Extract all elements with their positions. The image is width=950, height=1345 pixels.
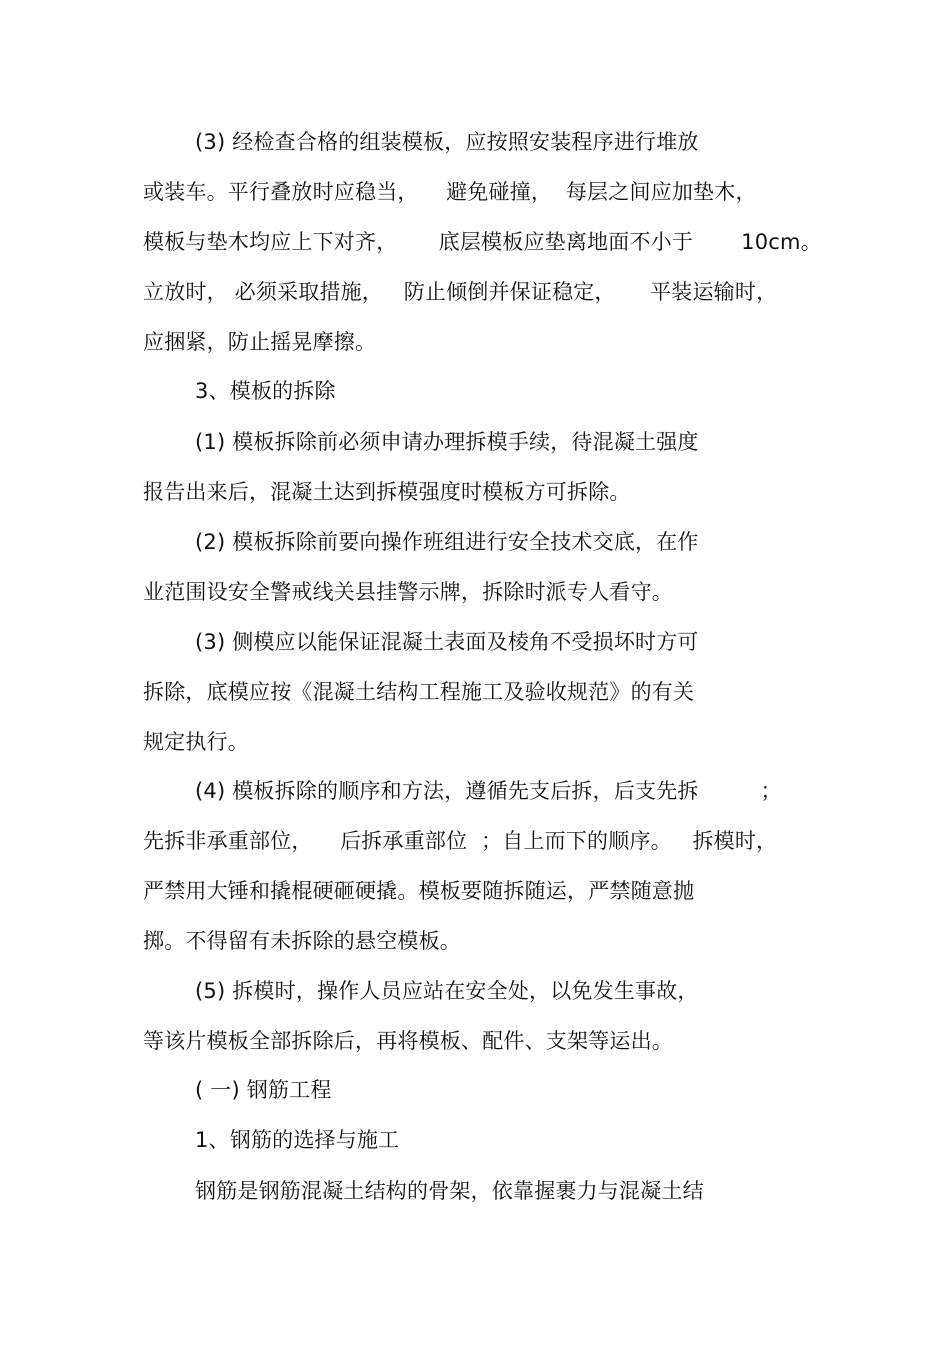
text-line-19: 等该片模板全部拆除后，再将模板、配件、支架等运出。: [143, 1029, 673, 1053]
text-line-10: 业范围设安全警戒线关县挂警示牌，拆除时派专人看守。: [143, 580, 673, 604]
text-line-4: 立放时， 必须采取措施， 防止倾倒并保证稳定， 平装运输时，: [143, 280, 778, 304]
text-line-12: 拆除，底模应按《混凝土结构工程施工及验收规范》的有关: [143, 680, 695, 704]
text-line-11: (3) 侧模应以能保证混凝土表面及棱角不受损坏时方可: [195, 630, 699, 654]
section-heading-2: ( 一) 钢筋工程: [195, 1078, 332, 1102]
text-line-14: (4) 模板拆除的顺序和方法，遵循先支后拆，后支先拆 ；: [195, 779, 782, 803]
section-heading-1: 3、模板的拆除: [195, 379, 336, 403]
text-line-9: (2) 模板拆除前要向操作班组进行安全技术交底，在作: [195, 530, 699, 554]
text-line-3: 模板与垫木均应上下对齐， 底层模板应垫离地面不小于 10cm。: [143, 230, 822, 254]
section-heading-3: 1、钢筋的选择与施工: [195, 1128, 400, 1152]
text-line-5: 应捆紧，防止摇晃摩擦。: [143, 330, 377, 354]
text-line-2: 或装车。平行叠放时应稳当， 避免碰撞， 每层之间应加垫木，: [143, 180, 757, 204]
text-line-8: 报告出来后，混凝土达到拆模强度时模板方可拆除。: [143, 480, 631, 504]
text-line-7: (1) 模板拆除前必须申请办理拆模手续，待混凝土强度: [195, 430, 699, 454]
text-line-13: 规定执行。: [143, 730, 249, 754]
text-line-22: 钢筋是钢筋混凝土结构的骨架，依靠握裹力与混凝土结: [195, 1179, 704, 1203]
text-line-15: 先拆非承重部位， 后拆承重部位 ；自上而下的顺序。 拆模时，: [143, 829, 778, 853]
text-line-18: (5) 拆模时，操作人员应站在安全处，以免发生事故，: [195, 979, 699, 1003]
text-line-17: 掷。不得留有未拆除的悬空模板。: [143, 929, 461, 953]
text-line-16: 严禁用大锤和撬棍硬砸硬撬。模板要随拆随运，严禁随意抛: [143, 879, 695, 903]
text-line-1: (3) 经检查合格的组装模板，应按照安装程序进行堆放: [195, 130, 699, 154]
